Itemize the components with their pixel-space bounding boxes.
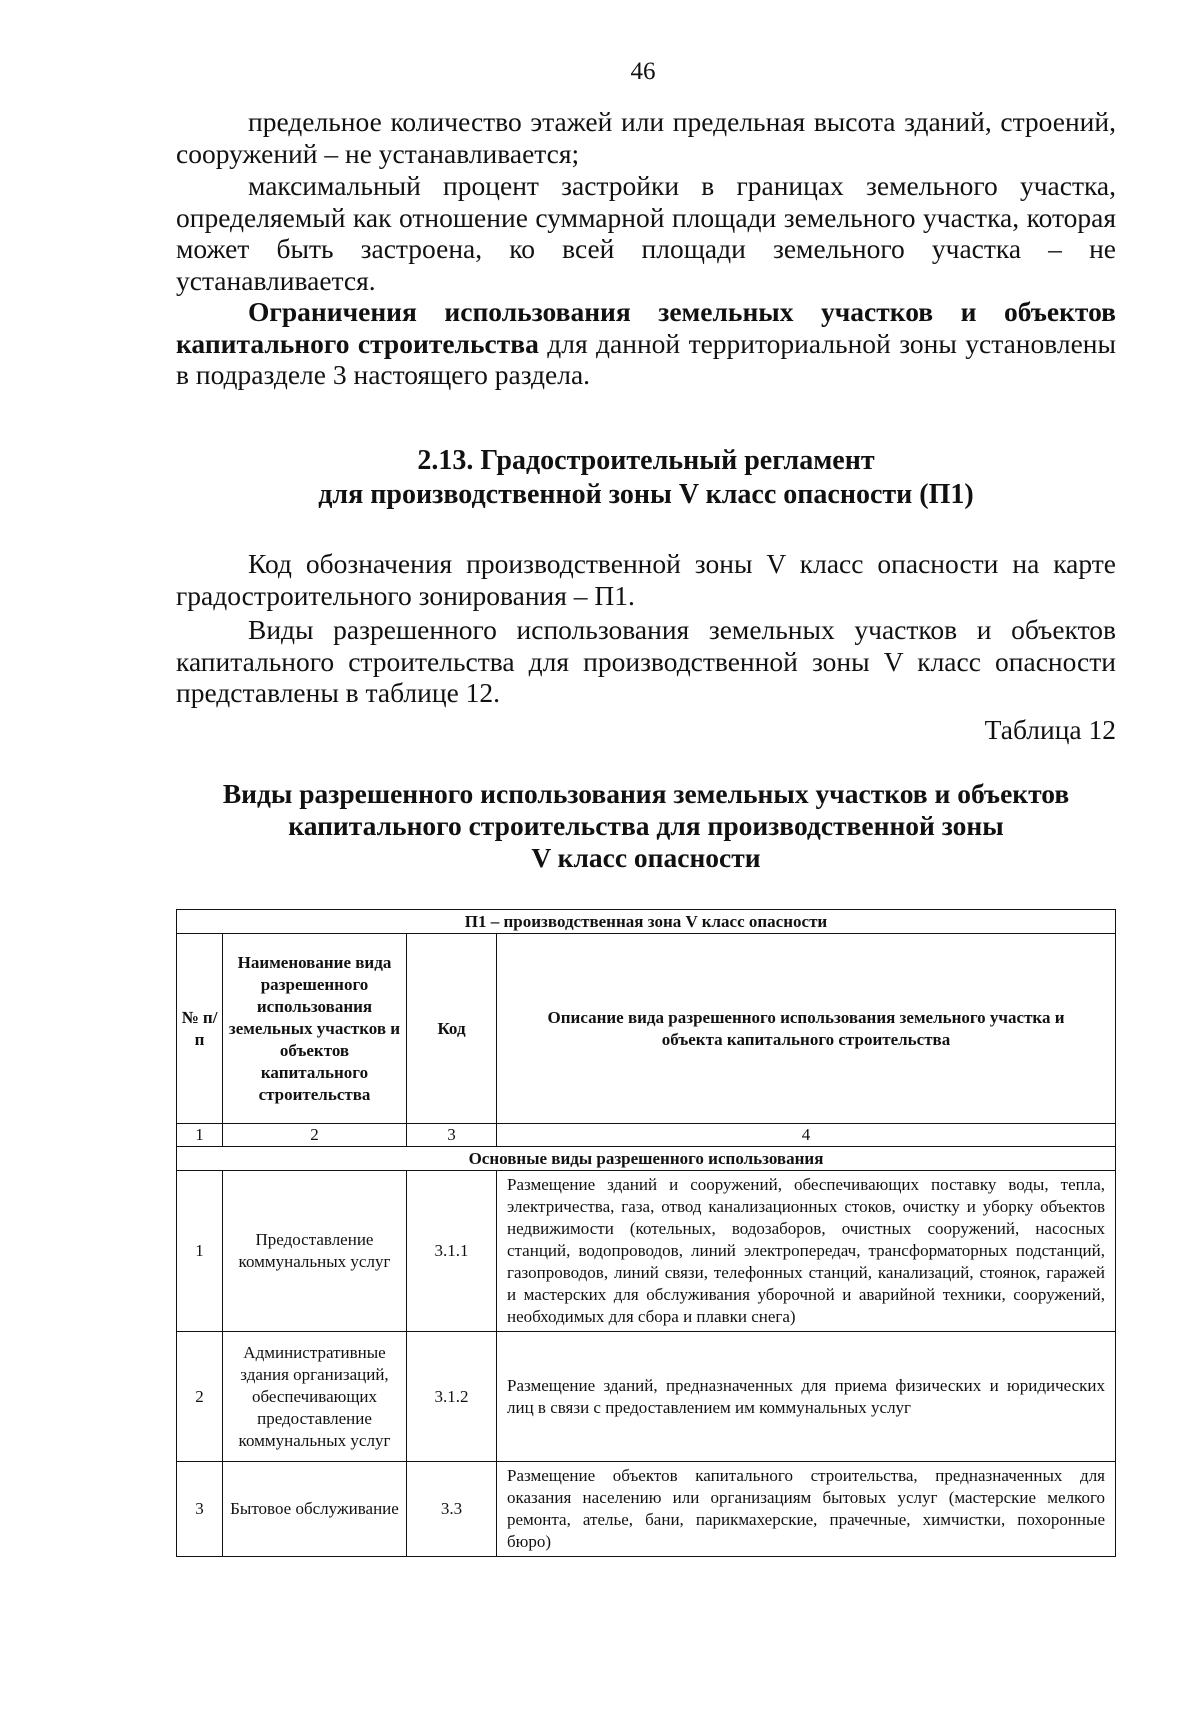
section-title-line2: для производственной зоны V класс опасности (П1) bbox=[318, 479, 974, 510]
header-code: Код bbox=[407, 934, 497, 1124]
row-description: Размещение объектов капитального строительства, предназначенных для оказания населению или организациям бытовых услуг (мастерские мелкого ремонта, ателье, бани, парикмахерские, прачечные, химчистки, похоронные бюро) bbox=[497, 1462, 1116, 1557]
row-name: Бытовое обслуживание bbox=[223, 1462, 407, 1557]
table-row bbox=[177, 1462, 1116, 1557]
table-row bbox=[177, 1171, 1116, 1332]
row-name: Предоставление коммунальных услуг bbox=[223, 1171, 407, 1332]
table-title-line3: V класс опасности bbox=[531, 842, 761, 873]
column-number: 3 bbox=[407, 1124, 497, 1147]
table-row bbox=[177, 1332, 1116, 1462]
row-description: Размещение зданий и сооружений, обеспечивающих поставку воды, тепла, электричества, газа, отвод канализационных стоков, очистку и уборку объектов недвижимости (котельных, водозаборов, очистных сооружений, насосных станций, водопроводов, линий электропередач, трансформаторных подстанций, газопроводов, линий связи, телефонных станций, канализаций, стоянок, гаражей и мастерских для обслуживания уборочной и аварийной техники, сооружений, необходимых для сбора и плавки снега) bbox=[497, 1171, 1116, 1332]
column-number: 4 bbox=[497, 1124, 1116, 1147]
group-header-cell: Основные виды разрешенного использования bbox=[177, 1147, 1116, 1171]
table-label: Таблица 12 bbox=[984, 714, 1116, 745]
restrictions-rest-text: для данной территориальной зоны установлены в подразделе 3 настоящего раздела. bbox=[176, 327, 1116, 390]
header-num: № п/п bbox=[177, 934, 223, 1124]
paragraph-height-limit: предельное количество этажей или предельная высота зданий, строений, сооружений – не устанавливается; bbox=[176, 106, 1116, 169]
permitted-use-table bbox=[176, 909, 1116, 1557]
row-code: 3.1.2 bbox=[407, 1332, 497, 1462]
section-title-line1: 2.13. Градостроительный регламент bbox=[417, 445, 875, 476]
section-heading bbox=[176, 444, 1116, 512]
paragraph-table-reference: Виды разрешенного использования земельных участков и объектов капитального строительства для производственной зоны V класс опасности представлены в таблице 12. bbox=[176, 614, 1116, 708]
group-header-row bbox=[177, 1147, 1116, 1171]
table-title-line2: капитального строительства для производственной зоны bbox=[288, 810, 1004, 841]
row-name: Административные здания организаций, обеспечивающих предоставление коммунальных услуг bbox=[223, 1332, 407, 1462]
page-number: 46 bbox=[630, 58, 656, 85]
column-number: 1 bbox=[177, 1124, 223, 1147]
row-description: Размещение зданий, предназначенных для приема физических и юридических лиц в связи с предоставлением им коммунальных услуг bbox=[497, 1332, 1116, 1462]
row-code: 3.3 bbox=[407, 1462, 497, 1557]
column-number: 2 bbox=[223, 1124, 407, 1147]
zone-header-row bbox=[177, 910, 1116, 934]
paragraph-zone-code: Код обозначения производственной зоны V класс опасности на карте градостроительного зонирования – П1. bbox=[176, 548, 1116, 611]
column-number-row bbox=[177, 1124, 1116, 1147]
restrictions-bold-text: Ограничения использования земельных участков и объектов капитального строительства bbox=[176, 296, 1116, 359]
paragraph-build-percent: максимальный процент застройки в границах земельного участка, определяемый как отношение суммарной площади земельного участка, которая может быть застроена, ко всей площади земельного участка – не устанавливается. bbox=[176, 170, 1116, 296]
table-title-line1: Виды разрешенного использования земельных участков и объектов bbox=[222, 778, 1070, 809]
row-num: 3 bbox=[177, 1462, 223, 1557]
header-name: Наименование вида разрешенного использования земельных участков и объектов капитального строительства bbox=[223, 934, 407, 1124]
table-title bbox=[176, 778, 1116, 874]
column-header-row bbox=[177, 934, 1116, 1124]
header-description: Описание вида разрешенного использования земельного участка и объекта капитального строительства bbox=[497, 934, 1116, 1124]
row-code: 3.1.1 bbox=[407, 1171, 497, 1332]
paragraph-restrictions bbox=[176, 296, 1116, 391]
row-num: 1 bbox=[177, 1171, 223, 1332]
row-num: 2 bbox=[177, 1332, 223, 1462]
zone-header-cell: П1 – производственная зона V класс опасности bbox=[177, 910, 1116, 934]
